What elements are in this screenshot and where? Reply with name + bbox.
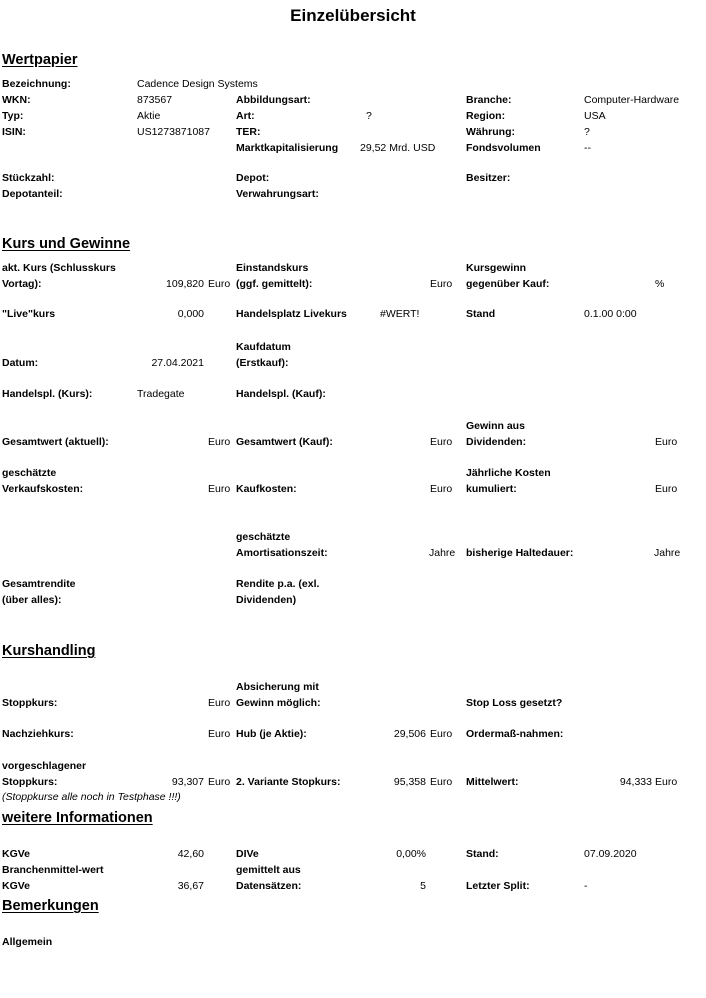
value-handelsplatz-livekurs: #WERT! [380, 308, 420, 320]
label-handelspl-kauf: Handelspl. (Kauf): [236, 388, 326, 400]
label-branchenmittel-line2: KGVe [2, 880, 31, 892]
label-isin: ISIN: [2, 126, 26, 138]
unit-akt-kurs: Euro [208, 278, 231, 290]
label-jaehrliche-kosten-line1: Jährliche Kosten [466, 467, 551, 479]
unit-gesamtwert-aktuell: Euro [208, 436, 231, 448]
value-branchenmittel-kgve: 36,67 [177, 880, 204, 892]
label-letzter-split: Letzter Split: [466, 880, 530, 892]
value-region: USA [584, 110, 606, 122]
value-stand-kurs: 0.1.00 0:00 [584, 308, 637, 320]
label-variante2-stopkurs: 2. Variante Stopkurs: [236, 776, 341, 788]
label-wkn: WKN: [2, 94, 31, 106]
value-kgve: 42,60 [177, 848, 204, 860]
unit-nachziehkurs: Euro [208, 728, 231, 740]
label-hub: Hub (je Aktie): [236, 728, 307, 740]
label-kaufkosten: Kaufkosten: [236, 483, 297, 495]
value-handelspl-kurs: Tradegate [137, 388, 185, 400]
label-art: Art: [236, 110, 255, 122]
label-gesamtwert-kauf: Gesamtwert (Kauf): [236, 436, 333, 448]
label-branchenmittel-line1: Branchenmittel-wert [2, 864, 104, 876]
label-gesamtrendite-line2: (über alles): [2, 594, 62, 606]
label-gemittelt-line1: gemittelt aus [236, 864, 301, 876]
label-stoppkurs: Stoppkurs: [2, 697, 58, 709]
label-datum: Datum: [2, 357, 39, 369]
unit-variante2-stopkurs: Euro [430, 776, 453, 788]
label-gewinn-dividenden-line2: Dividenden: [466, 436, 527, 448]
label-depotanteil: Depotanteil: [2, 188, 63, 200]
unit-stoppkurs: Euro [208, 697, 231, 709]
page-title: Einzelübersicht [290, 6, 416, 25]
label-stueckzahl: Stückzahl: [2, 172, 55, 184]
value-waehrung: ? [584, 126, 590, 138]
unit-mittelwert: Euro [655, 776, 678, 788]
label-gemittelt-line2: Datensätzen: [236, 880, 302, 892]
unit-haltedauer: Jahre [654, 547, 681, 559]
value-bezeichnung: Cadence Design Systems [137, 78, 258, 90]
value-dive: 0,00% [396, 848, 426, 860]
label-ter: TER: [236, 126, 261, 138]
label-kursgewinn-line1: Kursgewinn [466, 262, 527, 274]
label-akt-kurs-line1: akt. Kurs (Schlusskurs [2, 262, 116, 274]
label-rendite-pa-line1: Rendite p.a. (exl. [236, 578, 320, 590]
unit-gewinn-dividenden: Euro [655, 436, 678, 448]
label-handelsplatz-livekurs: Handelsplatz Livekurs [236, 308, 347, 320]
value-vorgeschlagener-stoppkurs: 93,307 [171, 776, 204, 788]
label-nachziehkurs: Nachziehkurs: [2, 728, 74, 740]
label-bezeichnung: Bezeichnung: [2, 78, 71, 90]
unit-kursgewinn: % [655, 278, 665, 290]
label-typ: Typ: [2, 110, 24, 122]
label-region: Region: [466, 110, 506, 122]
value-stand-weitere: 07.09.2020 [584, 848, 637, 860]
unit-verkaufskosten: Euro [208, 483, 231, 495]
unit-hub: Euro [430, 728, 453, 740]
label-kursgewinn-line2: gegenüber Kauf: [466, 278, 550, 290]
label-marktkapitalisierung: Marktkapitalisierung [236, 142, 339, 154]
value-hub: 29,506 [393, 728, 426, 740]
label-branche: Branche: [466, 94, 512, 106]
label-kaufdatum-line2: (Erstkauf): [236, 357, 289, 369]
unit-vorgeschlagener-stoppkurs: Euro [208, 776, 231, 788]
label-stand-weitere: Stand: [466, 848, 499, 860]
label-amortisationszeit-line1: geschätzte [236, 531, 291, 543]
label-besitzer: Besitzer: [466, 172, 511, 184]
label-dive: DIVe [236, 848, 259, 860]
label-haltedauer: bisherige Haltedauer: [466, 547, 574, 559]
label-allgemein: Allgemein [2, 936, 53, 948]
label-kaufdatum-line1: Kaufdatum [236, 341, 291, 353]
label-amortisationszeit-line2: Amortisationszeit: [236, 547, 328, 559]
label-einstandskurs-line2: (ggf. gemittelt): [236, 278, 313, 290]
label-mittelwert: Mittelwert: [466, 776, 519, 788]
value-datensaetzen: 5 [420, 880, 426, 892]
section-heading-kurs-und-gewinne: Kurs und Gewinne [2, 236, 131, 252]
label-vorgeschlagener-line1: vorgeschlagener [2, 760, 87, 772]
value-mittelwert: 94,333 [619, 776, 652, 788]
label-kgve: KGVe [2, 848, 31, 860]
value-wkn: 873567 [137, 94, 173, 106]
label-depot: Depot: [236, 172, 270, 184]
label-jaehrliche-kosten-line2: kumuliert: [466, 483, 517, 495]
section-heading-wertpapier: Wertpapier [2, 52, 78, 68]
label-verwahrungsart: Verwahrungsart: [236, 188, 319, 200]
unit-kaufkosten: Euro [430, 483, 453, 495]
value-livekurs: 0,000 [177, 308, 204, 320]
label-akt-kurs-line2: Vortag): [2, 278, 42, 290]
label-abbildungsart: Abbildungsart: [236, 94, 311, 106]
section-heading-bemerkungen: Bemerkungen [2, 898, 99, 914]
label-livekurs: "Live"kurs [2, 308, 56, 320]
unit-gesamtwert-kauf: Euro [430, 436, 453, 448]
value-branche: Computer-Hardware [584, 94, 680, 106]
label-gesamtwert-aktuell: Gesamtwert (aktuell): [2, 436, 109, 448]
label-fondsvolumen: Fondsvolumen [466, 142, 541, 154]
value-letzter-split: - [584, 880, 588, 892]
value-isin: US1273871087 [137, 126, 210, 138]
label-vorgeschlagener-line2: Stoppkurs: [2, 776, 58, 788]
unit-amortisationszeit: Jahre [429, 547, 456, 559]
label-verkaufskosten-line1: geschätzte [2, 467, 57, 479]
unit-einstandskurs: Euro [430, 278, 453, 290]
label-stop-loss-gesetzt: Stop Loss gesetzt? [466, 697, 563, 709]
value-fondsvolumen: -- [584, 142, 591, 154]
label-absicherung-line2: Gewinn möglich: [236, 697, 321, 709]
testphase-note: (Stoppkurse alle noch in Testphase !!!) [2, 791, 181, 803]
label-rendite-pa-line2: Dividenden) [236, 594, 297, 606]
label-waehrung: Währung: [466, 126, 515, 138]
section-heading-weitere-informationen: weitere Informationen [2, 810, 153, 826]
unit-jaehrliche-kosten: Euro [655, 483, 678, 495]
value-variante2-stopkurs: 95,358 [393, 776, 426, 788]
label-gewinn-dividenden-line1: Gewinn aus [466, 420, 525, 432]
value-datum: 27.04.2021 [151, 357, 204, 369]
label-verkaufskosten-line2: Verkaufskosten: [2, 483, 84, 495]
label-stand-kurs: Stand [466, 308, 496, 320]
label-absicherung-line1: Absicherung mit [236, 681, 319, 693]
value-typ: Aktie [137, 110, 161, 122]
value-akt-kurs: 109,820 [166, 278, 204, 290]
section-heading-kurshandling: Kurshandling [2, 643, 96, 659]
label-gesamtrendite-line1: Gesamtrendite [2, 578, 76, 590]
label-einstandskurs-line1: Einstandskurs [236, 262, 309, 274]
label-handelspl-kurs: Handelspl. (Kurs): [2, 388, 93, 400]
value-marktkapitalisierung: 29,52 Mrd. USD [360, 142, 436, 154]
value-art: ? [366, 110, 372, 122]
label-ordermassnahmen: Ordermaß-nahmen: [466, 728, 564, 740]
